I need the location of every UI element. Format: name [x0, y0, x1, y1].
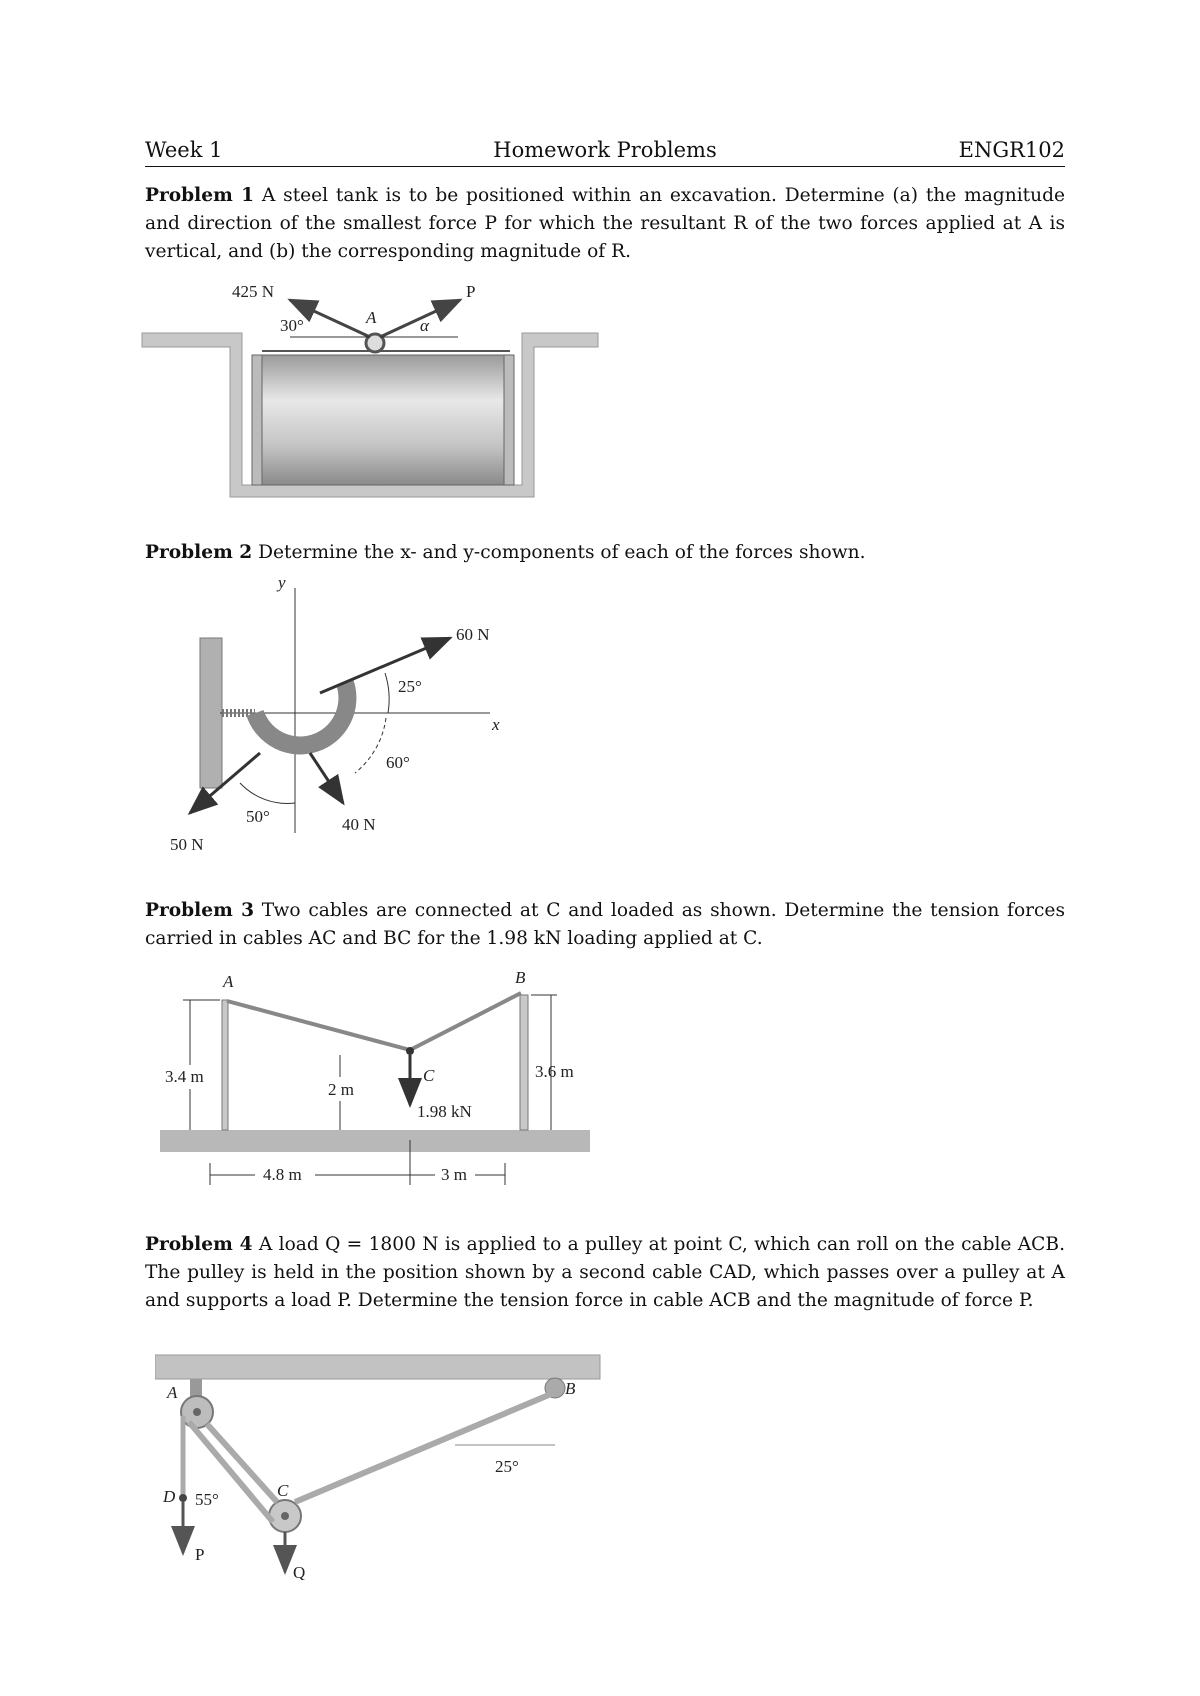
p2-angle-60: 60° [386, 753, 410, 772]
p3-label-c: C [423, 1066, 435, 1085]
steel-tank [258, 355, 508, 485]
p2-x-label: x [492, 715, 500, 734]
p4-angle-25: 25° [495, 1457, 519, 1476]
problem-1-text: A steel tank is to be positioned within an excavation. Determine (a) the magnitude and direction of the smallest force P for which the resultant R of the two forces applied at A is vertical, and (b) the corresponding magnitude of R. [145, 185, 1065, 262]
problem-4-text: A load Q = 1800 N is applied to a pulley at point C, which can roll on the cable ACB. The pulley is held in the position shown by a second cable CAD, which passes over a pulley at A and supports a load P. Determine the tension force in cable ACB and the magnitude of force P. [145, 1234, 1065, 1311]
problem-4-figure [155, 1350, 605, 1580]
problem-3-text: Two cables are connected at C and loaded as shown. Determine the tension forces carried in cables AC and BC for the 1.98 kN loading applied at C. [145, 900, 1065, 949]
wall [200, 638, 222, 788]
problem-1-figure [140, 285, 600, 500]
p3-height-a: 3.4 m [165, 1067, 204, 1086]
cable-cb [295, 1394, 551, 1502]
problem-3-label: Problem 3 [145, 900, 255, 921]
problem-2 [145, 539, 1065, 567]
post-b [520, 995, 528, 1130]
problem-3-figure [155, 965, 595, 1190]
ground [160, 1130, 590, 1152]
ceiling [155, 1355, 600, 1379]
p4-load-p: P [195, 1545, 205, 1564]
p4-load-q: Q [293, 1563, 306, 1580]
p3-label-a: A [223, 972, 234, 991]
header-course: ENGR102 [958, 138, 1065, 162]
problem-2-figure [160, 578, 520, 868]
cable-bc [410, 993, 521, 1050]
problem-1-label: Problem 1 [145, 185, 255, 206]
p4-label-b: B [565, 1379, 576, 1398]
force-40-arrow [310, 753, 343, 803]
problem-2-text: Determine the x- and y-components of each of the forces shown. [258, 542, 866, 563]
p1-force-425: 425 N [232, 285, 275, 301]
header-week: Week 1 [145, 138, 223, 162]
p2-y-label: y [278, 578, 286, 592]
p4-angle-55: 55° [195, 1490, 219, 1509]
p1-force-p: P [466, 285, 476, 301]
p3-dist-2: 3 m [441, 1165, 467, 1184]
post-a [222, 1000, 228, 1130]
problem-1 [145, 182, 1065, 266]
page-header [145, 136, 1065, 167]
p2-force-50: 50 N [170, 835, 204, 854]
p3-load: 1.98 kN [417, 1102, 472, 1121]
p1-point-a: A [366, 308, 377, 327]
p3-height-c: 2 m [328, 1080, 354, 1099]
p1-angle-30: 30° [280, 316, 304, 335]
problem-3 [145, 897, 1065, 953]
p3-label-b: B [515, 968, 526, 987]
header-title: Homework Problems [493, 138, 717, 162]
joint-c [406, 1047, 414, 1055]
p4-label-a: A [167, 1383, 178, 1402]
hook [255, 683, 347, 745]
p4-label-d: D [163, 1487, 176, 1506]
p4-label-c: C [277, 1481, 289, 1500]
problem-4 [145, 1231, 1065, 1315]
p2-angle-25: 25° [398, 677, 422, 696]
p2-force-40: 40 N [342, 815, 376, 834]
p1-angle-alpha: α [420, 316, 429, 335]
p3-dist-1: 4.8 m [263, 1165, 302, 1184]
force-60-arrow [320, 638, 450, 693]
cable-ac [227, 1001, 410, 1050]
p3-height-b: 3.6 m [535, 1062, 574, 1081]
p2-force-60: 60 N [456, 625, 490, 644]
p2-angle-50: 50° [246, 807, 270, 826]
problem-2-label: Problem 2 [145, 542, 253, 563]
problem-4-label: Problem 4 [145, 1234, 253, 1255]
